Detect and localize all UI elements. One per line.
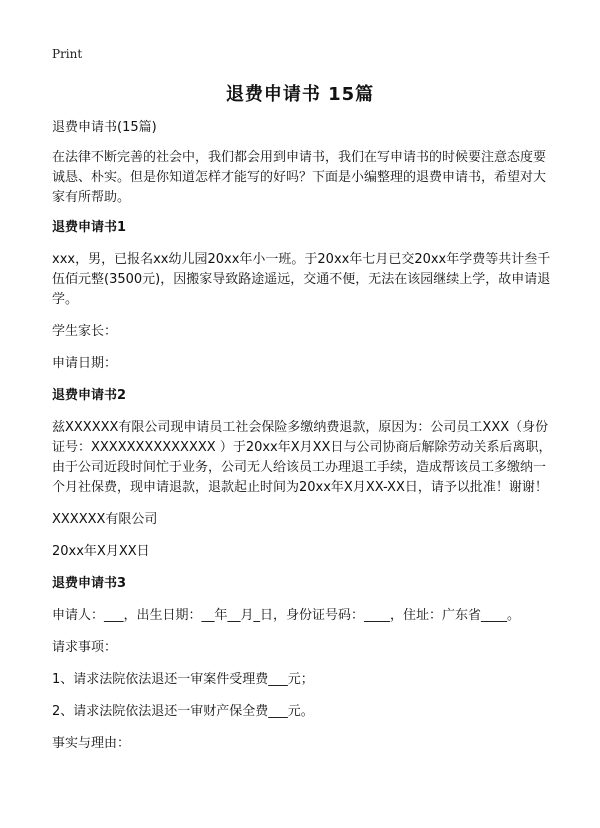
section3-claim-2: 2、请求法院依法退还一审财产保全费___元。 (52, 704, 314, 719)
section1-body: xxx，男，已报名xx幼儿园20xx年小一班。于20xx年七月已交20xx年学费等共计叁千伍佰元整(3500元)，因搬家导致路途遥远，交通不便，无法在该园继续上学，故申请退学。 (52, 252, 551, 307)
section3-facts-label: 事实与理由： (52, 736, 131, 751)
section2-body: 兹XXXXXX有限公司现申请员工社会保险多缴纳费退款，原因为：公司员工XXX（身份证号：XXXXXXXXXXXXXX ）于20xx年X月XX日与公司协商后解除劳动关系后离职，由于公司近段时间忙于业务，公司无人给该员工办理退工手续，造成帮该员工多缴纳一个月社保费，现申请退款，退款起止时间为20xx年X月XX-XX日，请予以批准！谢谢！ (52, 420, 552, 495)
section3-heading: 退费申请书3 (52, 576, 127, 591)
intro-subtitle: 退费申请书(15篇) (52, 120, 157, 135)
section3-applicant-line: 申请人：___，出生日期：__年__月_日，身份证号码：____，住址：广东省____。 (52, 608, 521, 623)
section1-parent-label: 学生家长： (52, 324, 118, 339)
section1-heading: 退费申请书1 (52, 220, 127, 235)
document-body (52, 118, 552, 754)
document-title: 退费申请书 15篇 (225, 84, 375, 105)
section2-date: 20xx年X月XX日 (52, 544, 150, 559)
section3-claim-1: 1、请求法院依法退还一审案件受理费___元； (52, 672, 314, 687)
section2-company: XXXXXX有限公司 (52, 512, 158, 527)
section3-claims-label: 请求事项： (52, 640, 118, 655)
section1-date-label: 申请日期： (52, 356, 118, 371)
print-label[interactable]: Print (52, 47, 83, 61)
intro-paragraph: 在法律不断完善的社会中，我们都会用到申请书，我们在写申请书的时候要注意态度要诚恳、朴实。但是你知道怎样才能写的好吗？下面是小编整理的退费申请书，希望对大家有所帮助。 (52, 150, 547, 205)
section2-heading: 退费申请书2 (52, 388, 127, 403)
